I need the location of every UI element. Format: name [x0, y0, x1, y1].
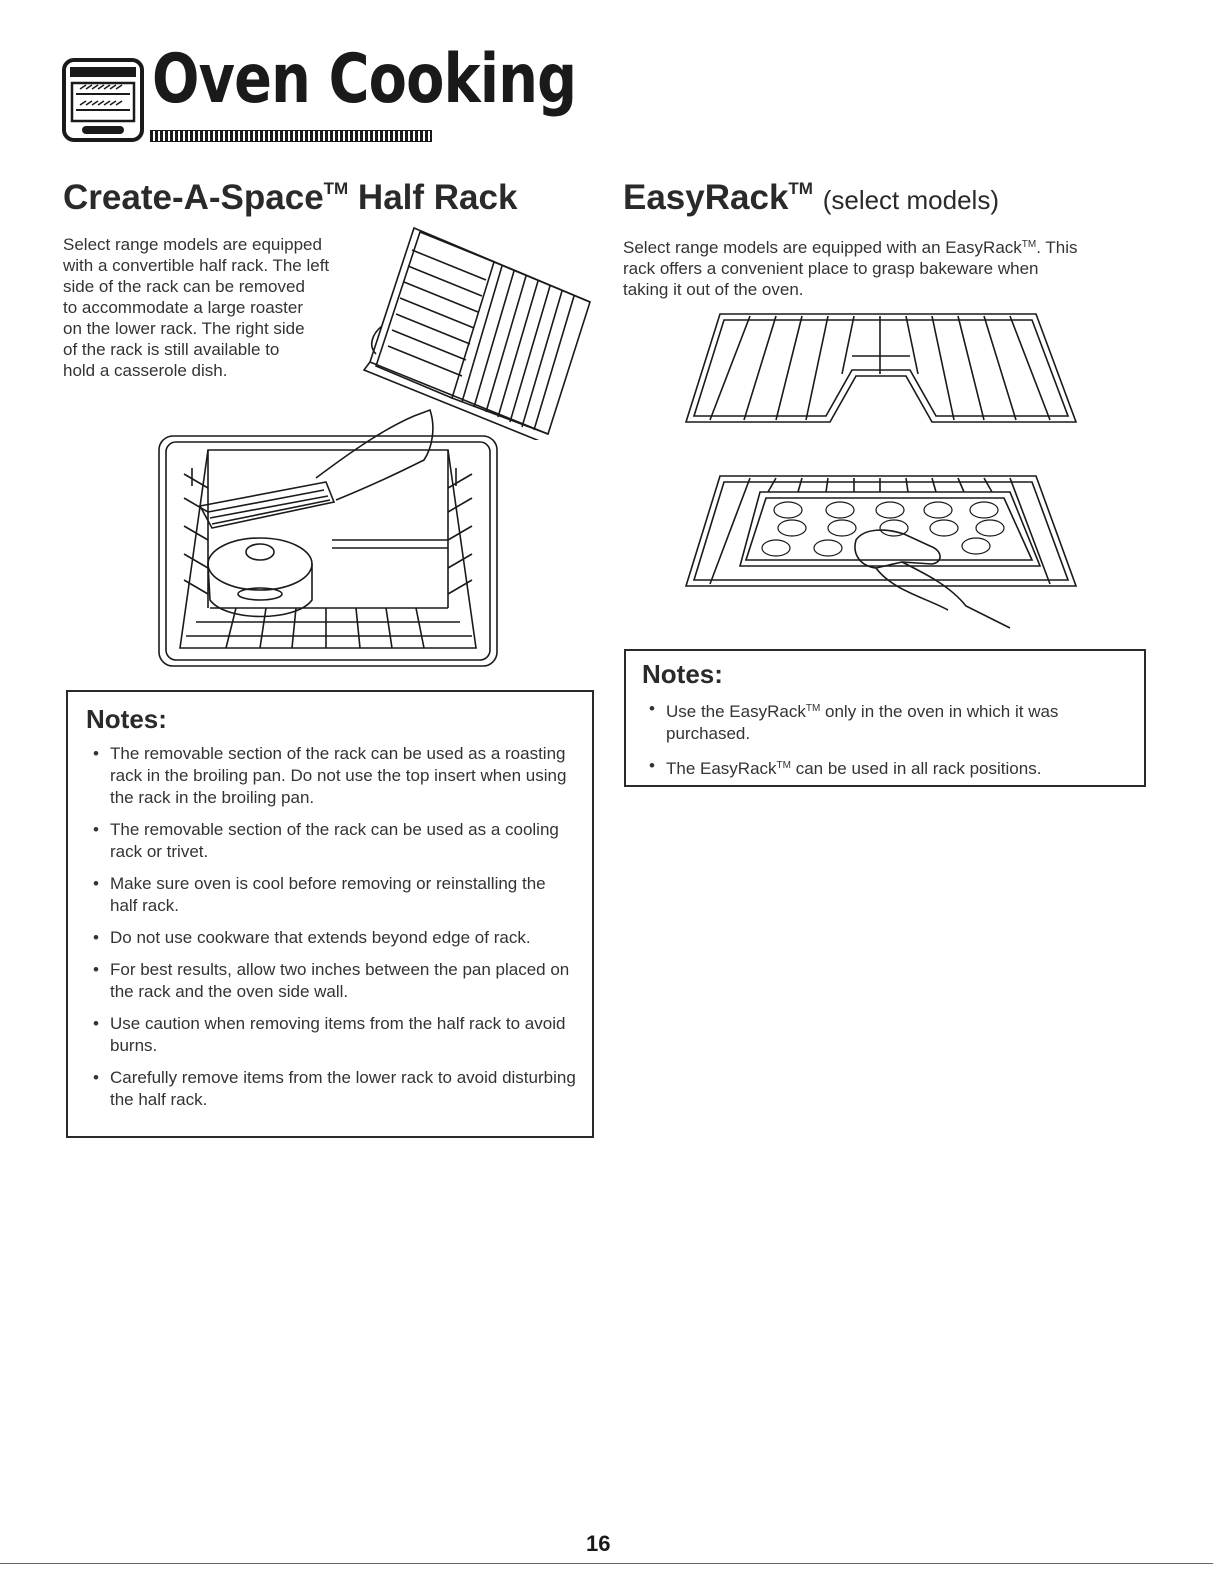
easyrack-bakeware-illustration	[680, 470, 1080, 650]
easyrack-heading: EasyRack™ (select models)	[623, 178, 999, 217]
easyrack-notes-box	[624, 649, 1146, 787]
easyrack-intro: Select range models are equipped with an EasyRack™. This rack offers a convenient place to grasp bakeware when taking it out of the oven.	[623, 238, 1078, 299]
oven-icon	[62, 58, 144, 142]
notes-list	[642, 698, 1128, 780]
list-item: • The removable section of the rack can be used as a cooling rack or trivet.	[86, 819, 576, 863]
oven-interior-illustration	[156, 408, 500, 670]
notes-heading: Notes:	[642, 659, 723, 689]
half-rack-notes-box	[66, 690, 594, 1138]
list-item: • For best results, allow two inches between the pan placed on the rack and the oven side wall.	[86, 959, 576, 1003]
half-rack-heading: Create-A-Space™ Half Rack	[63, 178, 518, 217]
half-rack-intro: Select range models are equipped with a convertible half rack. The left side of the rack can be removed to accommodate a large roaster on the lower rack. The right side of the rack is still available to hold a casserole dish.	[63, 235, 330, 380]
list-item: • Do not use cookware that extends beyond edge of rack.	[86, 927, 576, 949]
list-item: • Make sure oven is cool before removing or reinstalling the half rack.	[86, 873, 576, 917]
page-header-title: Oven Cooking	[152, 40, 577, 119]
easyrack-illustration	[680, 310, 1080, 432]
footer-rule	[0, 1563, 1213, 1564]
header-underline	[150, 130, 432, 142]
list-item: • Carefully remove items from the lower rack to avoid disturbing the half rack.	[86, 1067, 576, 1111]
notes-heading: Notes:	[86, 704, 167, 734]
list-item: • Use the EasyRack™ only in the oven in which it was purchased.	[642, 698, 1128, 745]
list-item: • The EasyRack™ can be used in all rack positions.	[642, 755, 1128, 780]
page-number: 16	[586, 1531, 611, 1556]
list-item: • The removable section of the rack can be used as a roasting rack in the broiling pan. Do not use the top insert when using the rack in the broiling pan.	[86, 743, 576, 809]
list-item: • Use caution when removing items from the half rack to avoid burns.	[86, 1013, 576, 1057]
notes-list	[86, 743, 576, 1111]
